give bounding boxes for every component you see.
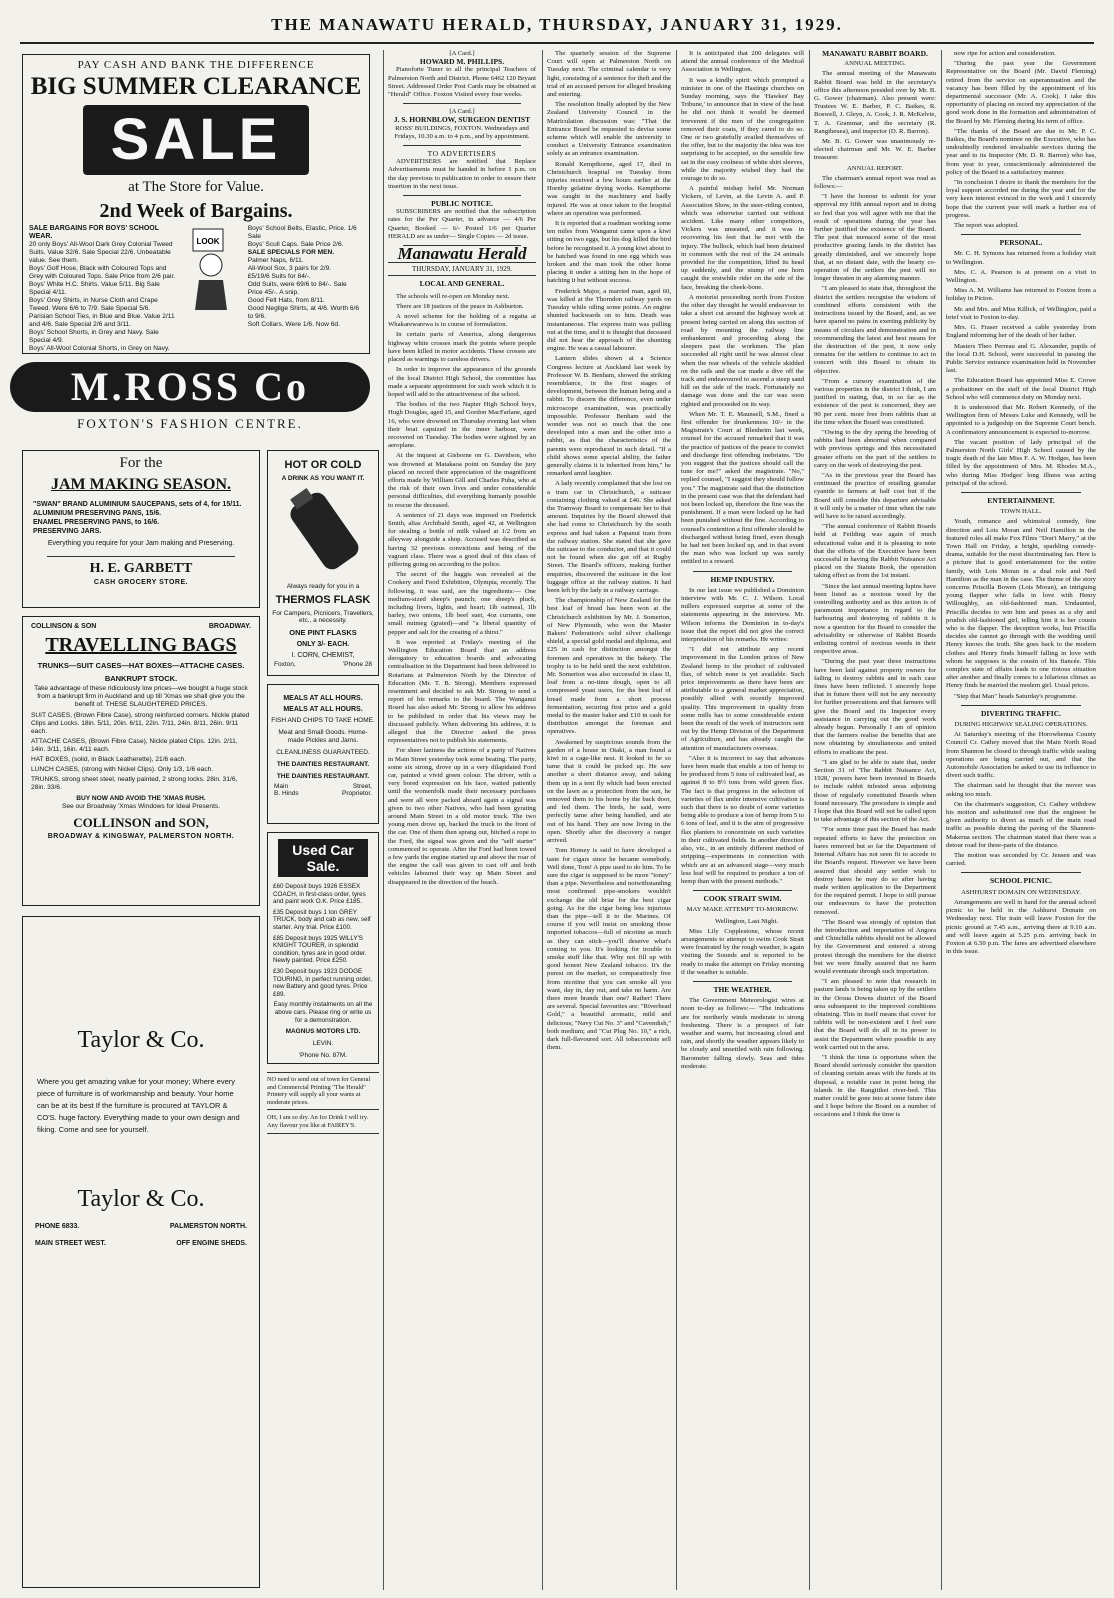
card-label: [A Card.] bbox=[449, 108, 475, 116]
jam-item: ALUMINIUM PRESERVING PANS, 15/6. bbox=[33, 510, 162, 517]
news-paragraph: "Since the last annual meeting lupins have been listed as a noxious weed by the controlling authority and as this action is of paramount importance in regard to the harbouring and destroying of rabbits it is now a question for the Board to consider the advisability or otherwise of Rabbit Boards enlisting control of noxious weeds in their respective areas. bbox=[814, 582, 936, 656]
thermos-flask: THERMOS FLASK bbox=[275, 594, 371, 606]
bags-details bbox=[23, 685, 259, 811]
meals-1: MEALS AT ALL HOURS. bbox=[283, 695, 363, 702]
news-paragraph: "I am pleased to state that, throughout the district the settlers recognise the wisdom of combined efforts consistent with the instructions issued by the Board, and, as we have spared no pains in exerting publicity by means of circulars and demonstration and in recommending the latest and best means for the destruction of the pest, it now only remains for the settlers to continue to act in concert with this Board to obtain its objective. bbox=[814, 285, 936, 375]
look-sign: LOOK bbox=[196, 237, 220, 246]
news-paragraph: "In conclusion I desire to thank the members for the loyal support accorded me during the year and for the very keen interest evinced in the work and I sincerely hope that the current year will mark a further era of progress. bbox=[946, 179, 1096, 219]
taylor-contact bbox=[23, 1215, 259, 1230]
collinson-top-right: BROADWAY. bbox=[208, 623, 251, 630]
news-paragraph: Frederick Major, a married man, aged 60, was killed at the Thorndon railway yards on Tuesday while oiling some points. An engine shunted backwards on to him. Death was instantaneous. The express train was pulling out at the time, and it is thought that deceased did not hear the approach of the shunting engine. He was a casual labourer. bbox=[547, 287, 671, 353]
taylor-heading: Taylor & Co. bbox=[77, 1027, 205, 1053]
taylor-phone: PHONE 6833. bbox=[35, 1223, 80, 1230]
garbett-sub: CASH GROCERY STORE. bbox=[93, 579, 189, 586]
fashion-centre: FOXTON'S FASHION CENTRE. bbox=[77, 416, 303, 431]
only-price: ONLY 3/- EACH. bbox=[296, 641, 350, 648]
annual-report-sub: ANNUAL REPORT. bbox=[846, 164, 904, 172]
phillips-name: HOWARD M. PHILLIPS. bbox=[419, 57, 505, 67]
corn-town: Foxton, bbox=[274, 661, 296, 668]
news-paragraph: There are 18 justices of the peace in Ashburton. bbox=[396, 302, 524, 310]
news-paragraph: It is understood that Mr. Robert Kennedy, of the Wellington firm of Messrs Luke and Kennedy, will be appointed to a judgeship on the Supreme Court bench. A confirmatory announcement is expected to-morrow. bbox=[946, 403, 1096, 436]
picnic-heading: SCHOOL PICNIC. bbox=[989, 876, 1053, 886]
garbett-name: H. E. GARBETT bbox=[89, 561, 193, 576]
news-paragraph: At the inquest at Gisborne on G. Davidson, who was drowned at Matakaoa point on Sunday the jury placed on record their appreciation of the magnificent efforts made by William Gill and Charles Puha, who at the risk of their own lives and under considerable personal difficulties, did everything humanly possible to rescue the deceased. bbox=[388, 452, 536, 509]
dainties-street: Street, bbox=[352, 783, 372, 790]
look-figure bbox=[178, 225, 248, 354]
column-6 bbox=[814, 50, 936, 1590]
small-notices bbox=[267, 1072, 379, 1134]
mens-item: Odd Suits, were 69/6 to 84/-. Sale Price 45/-. A snip. bbox=[247, 281, 347, 296]
news-paragraph: At Saturday's meeting of the Horowhenua County Council Cr. Cathey moved that the Main North Road from Shannon be closed to through traffic while sealing operations are being carried out, and that the Automobile Association be asked to use its influence to divert such traffic. bbox=[946, 731, 1096, 780]
mens-item: All-Wool Sox, 3 pairs for 2/9. bbox=[247, 265, 332, 272]
corn-phone: 'Phone 28 bbox=[342, 661, 372, 668]
fish-chips: FISH AND CHIPS TO TAKE HOME. bbox=[271, 717, 375, 724]
taylor-ad bbox=[22, 916, 260, 1588]
news-paragraph: The vacant position of lady principal of the Palmerston North Girls' High School caused by the tragic death of the late Miss F. A. W. Hodges, has been filled by the appointment of Mrs. M. Rhodes M.A., who during Miss Hodges' long illness was acting principal of the school. bbox=[946, 438, 1096, 487]
news-paragraph: A sentence of 21 days was imposed on Frederick Smith, alias Archibald Smith, aged 42, at Wellington for stealing a bottle of milk valued at 1/2 from an alleyway alongside a shop. Accused was described as having 32 previous convictions and being of the vagrant class. There was a good deal of this class of pilfering going on according to the police. bbox=[388, 511, 536, 568]
column-rule bbox=[941, 50, 942, 1590]
jam-ad bbox=[22, 450, 260, 608]
column-3 bbox=[388, 50, 536, 1590]
fairey-notice: OH, I am so dry. An Ice Drink I will try. Any flavour you like at FAIREY'S. bbox=[267, 1114, 379, 1133]
mens-item: SALE SPECIALS FOR MEN. bbox=[247, 249, 335, 256]
news-paragraph: Mr. B. G. Gower was unanimously re-elected chairman and Mr. W. E. Barber treasurer. bbox=[814, 138, 936, 162]
jam-season: JAM MAKING SEASON. bbox=[50, 476, 231, 493]
news-paragraph: The chairman said he thought that the mover was asking too much. bbox=[946, 782, 1096, 798]
news-paragraph: "The annual conference of Rabbit Boards held at Feilding was again of much educational value and it is pleasing to note that the efforts of the Executive have been successful in having the Rabbit Nuisance Act placed on the Statute Book, the operation taking effect as from the 1st instant. bbox=[814, 523, 936, 580]
dainties-hinds: B. Hinds bbox=[274, 790, 299, 797]
news-paragraph: "I have the honour to submit for your approval my fifth annual report and in doing so feel that you will agree with me that the result of operations during the year has further justified the existence of the Board. The pest that menaced some of the most productive grazing lands in the district has greatly diminished, and we sincerely hope that, at no distant date, with the hearty co-operation of the settlers the pest will no longer threaten in any alarming manner. bbox=[814, 193, 936, 283]
advertisers-text: ADVERTISERS are notified that Replace Advertisements must be handed in before 1 p.m. on the day previous to publication in order to ensure their insertion in the next issue. bbox=[388, 158, 536, 190]
public-notice-heading: PUBLIC NOTICE. bbox=[431, 199, 493, 209]
store-for-value: at The Store for Value. bbox=[128, 179, 264, 195]
diverting-heading: DIVERTING TRAFFIC. bbox=[980, 708, 1062, 718]
public-notice-text: SUBSCRIBERS are notified that the subscription rates for the Per Quarter, in advance — 4/6 Per Quarter, Booked — 6/- Posted 1/6 per Quarter HERALD are as under— Single Copies — 2d issue. bbox=[388, 208, 536, 240]
summer-sale-ad bbox=[22, 54, 370, 354]
news-paragraph: In certain parts of America, along dangerous highway white crosses mark the points where people have been killed in motor accidents. These crosses are placed as warnings to careless drivers. bbox=[388, 331, 536, 364]
news-paragraph: "The Board was strongly of opinion that the introduction and importation of Angora and Chinchilla rabbits should not be allowed by the Government and entered a strong protest through the members for the district but we were finally assured that no harm would eventuate through such importation. bbox=[814, 918, 936, 975]
news-paragraph: The quarterly session of the Supreme Court will open at Palmerston North on Tuesday next. The criminal calendar is very light, consisting of a sentence for theft and the trial of an accused person for alleged breaking and entering. bbox=[547, 50, 671, 99]
jam-item: "SWAN" BRAND ALUMINIUM SAUCEPANS, sets of 4, for 15/11. bbox=[33, 501, 242, 508]
herald-logo: Manawatu Herald bbox=[397, 244, 527, 264]
news-paragraph: "As in the previous year the Board has continued the practice of retailing granular cyanide to farmers at half cost but if the Board still consider this departure advisable it will only be a matter of time when the rate will have to be raised accordingly. bbox=[814, 471, 936, 520]
car-listing: Easy monthly instalments on all the above cars. Please ring or write us for a demonstration. bbox=[273, 1001, 373, 1024]
news-paragraph: "Also it is incorrect to say that advances have been made that enable a ton of hemp to be produced from 5 tons of cultivated leaf, as against 8 to 8½ tons from wild green flax. The fact is that progress in the selection of varieties of flax under intensive cultivation is such that there is no doubt of some varieties being able to produce a ton of hemp from 5 to 6 tons of leaf, and it is the aim of progressive flax planters to concentrate on such varieties in their cultivated fields. In another direction also, viz., in an entirely different method of stripping—experiments in connection with which are at an advanced stage—very much less leaf will be required to produce a ton of hemp than with the present methods." bbox=[681, 754, 804, 885]
boys-item: Parisian School Ties, in Blue and Blue. Value 2/11 and 4/6. Sale Special 2/6 and 3/11. bbox=[29, 313, 175, 328]
mens-list bbox=[248, 225, 363, 354]
dainties-2: THE DAINTIES RESTAURANT. bbox=[276, 773, 370, 780]
boys-item: 20 only Boys' All-Wool Dark Grey Colonial Tweed Suits. Value 32/6. Sale Special 22/6. Unbeatable value. See them. bbox=[29, 241, 173, 264]
personal-heading: PERSONAL. bbox=[999, 238, 1043, 248]
meals-2: MEALS AT ALL HOURS. bbox=[283, 706, 363, 713]
sale-details bbox=[23, 225, 369, 354]
news-paragraph: "For some time past the Board has made repeated efforts to have the protection on hares removed but so far the Department of Internal Affairs has not seen fit to accede to the Board's request. However we have been assured that should any settler wish to destroy hares he may do so after having made written application to the Department for the required permit. I hope to still pursue our endeavours to have the protection removed. bbox=[814, 826, 936, 916]
news-paragraph: "Step that Man" heads Saturday's programme. bbox=[954, 692, 1078, 700]
column-rule bbox=[542, 50, 543, 1590]
column-rule bbox=[676, 50, 677, 1590]
collinson-ad bbox=[22, 616, 260, 906]
news-paragraph: In our last issue we published a Dominion interview with Mr. C. J. Wilson. Local millers expressed surprise at some of the statements appearing in the interview. Mr. Wilson informs the Dominion in to-day's issue that the report did not give the correct interpretation of his remarks. He writes: bbox=[681, 586, 804, 644]
phone-87: 'Phone No. 87M. bbox=[298, 1052, 348, 1060]
always-ready: Always ready for you in a bbox=[286, 583, 360, 590]
news-paragraph: Arrangements are well in hand for the annual school picnic to be held in the Ashhurst Domain on Wednesday next. The train will leave Foxton for the picnic ground at 7.45 a.m., arriving there at 9.10 a.m. and will leave again at 5.25 p.m. arriving back in Foxton at 6.50 p.m. The fares are advertised elsewhere in this issue. bbox=[946, 898, 1096, 956]
herald-date: THURSDAY, JANUARY 31, 1929. bbox=[388, 262, 536, 276]
sale-logo: SALE bbox=[83, 105, 309, 175]
news-paragraph: The Education Board has appointed Miss E. Crowe a probationer on the staff of the local District High School who will commence duty on Monday next. bbox=[946, 377, 1096, 401]
column-5 bbox=[681, 50, 804, 1590]
column-rule bbox=[809, 50, 810, 1590]
news-paragraph: The motion was seconded by Cr. Jensen and was carried. bbox=[946, 852, 1096, 868]
news-paragraph: Miss Lily Copplestone, whose recent arrangements to attempt to swim Cook Strait were frustrated by the rough weather, is again visiting the Sounds and is reported to be ready to make the attempt on Friday morning if the weather is suitable. bbox=[681, 927, 804, 976]
trunks-line: TRUNKS—SUIT CASES—HAT BOXES—ATTACHE CASES. bbox=[37, 661, 245, 670]
news-paragraph: Ronald Kempthorne, aged 17, died in Christchurch hospital on Tuesday from injuries received a few hours earlier at the Hornby gelatine drying works. Kempthorne was caught in the machinery and badly injured. He was at once taken to the hospital where an operation was performed. bbox=[547, 160, 671, 217]
jam-item: ENAMEL PRESERVING PANS, to 16/6. bbox=[33, 519, 160, 526]
drink-line: A DRINK AS YOU WANT IT. bbox=[281, 475, 365, 482]
news-paragraph: The secret of the haggis was revealed at the Cookery and Food Exhibition, Olympia, recently. The following, it was said, are the ingredients:— One medium-sized sheep's paunch; one sheep's pluck, including livers, lights, and heart; 1lb oatmeal, 1lb barley, two onions, 1lb beef suet, 4oz currants, one small nutmeg (grated)—and "a liberal quantity of pepper and salt for the creating of a thirst." bbox=[388, 571, 536, 636]
mens-item: Boys' Scull Caps. Sale Price 2/6. bbox=[247, 241, 344, 248]
advertisers-heading: TO ADVERTISERS bbox=[427, 149, 497, 159]
collinson-big: COLLINSON and SON, bbox=[73, 815, 209, 830]
news-paragraph: "The thanks of the Board are due to Mr. P. C. Baikes, the Board's nominee on the Executive, who has undoubtedly rendered invaluable services during the year and to its Inspector (Mr. D. R. Barron) who has, from year to year, conscientiously administered the policy of the Board in a satisfactory manner. bbox=[946, 127, 1096, 176]
news-paragraph: Masters Theo Perreau and G. Alexander, pupils of the local D.H. School, were successful in passing the Public Service entrance examination held in November last. bbox=[946, 342, 1096, 375]
news-paragraph: "From a cursory examination of the various properties in the district I think, I am justified in stating, that, in so far as the existence of the pest is concerned, they are 90 per cent. more free from rabbits than at the time when the Board was constituted. bbox=[814, 377, 936, 426]
news-paragraph: A motorist proceeding north from Foxton the other day thought he would endeavour to take a short cut around the highway work at present being carried on along this section of road by mounting the railway line embankment and proceeding along the sleepers past the workmen. The plan succeeded all right until he was almost clear when the rear wheels of the vehicle skidded on the rails and the car made a dive off the track and endeavoured to ascend a steep sand hill on the side of the track. Fortunately no damage was done and the car was soon righted and proceeded on its way. bbox=[681, 293, 804, 408]
big-summer-clearance: BIG SUMMER CLEARANCE bbox=[30, 73, 362, 100]
masthead-title: THE MANAWATU HERALD, THURSDAY, JANUARY 31, 1929. bbox=[271, 15, 843, 34]
news-paragraph: The chairman's annual report was read as follows:— bbox=[814, 174, 936, 191]
collinson-top-left: COLLINSON & SON bbox=[31, 623, 97, 630]
windows-line: See our Broadway 'Xmas Windows for Ideal Presents. bbox=[61, 803, 221, 810]
corn-contact bbox=[268, 661, 378, 668]
taylor-text: Where you get amazing value for your money; Where every piece of furniture is of workmanship and beauty. Your home can be at its best If the furniture is procured at TAYLOR & CO'S. huge factory. Everything made to your own design and fiking. Come and see for yourself. bbox=[37, 1077, 240, 1134]
card-label: [A Card.] bbox=[449, 50, 475, 57]
mens-item: Palmer Naps, 6/11. bbox=[247, 257, 304, 264]
meat-text: Meat and Small Goods. Home-made Pickles and Jams. bbox=[278, 729, 368, 744]
news-paragraph: The bodies of the two Napier High School boys, Hugh Douglas, aged 15, and Gordon MacFarlane, aged 16, who were drowned on Thursday evening last when their boat capsized in the inner harbour, were recovered on Tuesday. The bodies were sighted by an aeroplane. bbox=[388, 401, 536, 450]
campers: For Campers, Picnicers, Travellers, etc., a necessity. bbox=[272, 610, 374, 624]
bags-item: HAT BOXES, (solid, in Black Leatherette), 21/6 each. bbox=[31, 756, 187, 763]
car-list bbox=[268, 883, 378, 1024]
boys-item: Boys' White H.C. Shirts. Value 5/11. Big Sale Special 4/11. bbox=[29, 281, 160, 296]
news-paragraph: Youth, romance and whimsical comedy, fine direction and Lois Moran and Neil Hamilton in the featured roles all make Fox Films "Don't Marry," at the Town Hall on Friday, a bright, sparkling comedy-drama, suitable for the most discriminating fan. Here is a picture that is good entertainment for the entire family, with Lois Moran in a dual role and Neil Hamilton as the man in the case. The theme of the story concerns Priscilla Bowen (Lois Moran), an intriguing young flapper who falls in love with Henry Willoughby, an old-fashioned man. Undaunted, Priscilla decides to win him and poses as a shy and prudish old-fashioned girl, telling him it is her cousin who is the flapper. The deception works, but Priscilla decides she cannot go through with the wedding until Henry knows the truth. She goes back to the modern clothes and Henry finds himself falling in love with whom he supposes is the cousin of his fiancée. This complex state of affairs leads to one riotous situation after another and finally comes to a hilarious climax as Henry finds he married the modern girl. Usual prices. bbox=[946, 518, 1096, 690]
clean-line: CLEANLINESS GUARANTEED. bbox=[276, 749, 370, 756]
news-paragraph: now ripe for action and consideration. bbox=[954, 50, 1056, 57]
news-paragraph: Lantern slides shown at a Science Congress lecture at Auckland last week by Professor W. B. Benham, showed the striking resemblance, in the first stages of development, between the human being and a rabbit. To discern the difference, even under microscope examination, was practically impossible. Professor Benham said the wonder was not so much that the one developed into a man and the other into a rabbit, as that the characteristics of the parents were reproduced in such detail. "If a child shows some special ability, the father generally claims it is inherited from him," he remarked amid laughter. bbox=[547, 355, 671, 478]
corn-chemist: I. CORN, CHEMIST, bbox=[291, 652, 355, 659]
news-paragraph: "I think the time is opportune when the Board should seriously consider the question of cleaning certain areas with the funds at its disposal, a notable case in point being the islands in the Rangitikei river-bed. This matter could be gone into at some future date and I hope before the Board on a number of occasions and I think the time is bbox=[814, 1053, 936, 1119]
mens-item: Good Neglige Shirts, at 4/6. Worth 6/6 to 9/6. bbox=[247, 305, 359, 320]
belts-text: Boys' School Belts, Elastic, Price. 1/6 Sale bbox=[247, 225, 357, 240]
travelling-bags: TRAVELLING BAGS bbox=[45, 634, 237, 656]
boys-heading: SALE BARGAINS FOR BOYS' SCHOOL WEAR. bbox=[29, 225, 159, 240]
dainties-1: THE DAINTIES RESTAURANT. bbox=[276, 761, 370, 768]
magnus: MAGNUS MOTORS LTD. bbox=[285, 1028, 361, 1036]
bags-item: LUNCH CASES, (strong with Nickel Clips). Only 1/3, 1/6 each. bbox=[31, 766, 214, 773]
weather-heading: THE WEATHER. bbox=[713, 984, 772, 994]
boys-list bbox=[29, 225, 178, 354]
levin: LEVIN. bbox=[312, 1040, 334, 1048]
dainties-address bbox=[268, 783, 378, 790]
bags-item: TRUNKS, strong sheet steel, neatly painted, 2 strong locks. 28in. 31/6, 28in. 33/6. bbox=[31, 776, 238, 791]
hot-cold: HOT OR COLD bbox=[284, 459, 362, 471]
cook-strait-sub: MAY MAKE ATTEMPT TO-MORROW. bbox=[686, 906, 799, 914]
taylor-city: PALMERSTON NORTH. bbox=[169, 1223, 247, 1230]
news-paragraph: "During the past year three instructions have been laid against property owners for failing to destroy rabbits and in each case fines have been inflicted. I sincerely hope that in future there will not be any necessity for further prosecutions and that farmers will give the Board and its Inspector every assistance in carrying out the good work already begun. Personally I am of opinion that the farmers realise the benefits that are now obtaining by simultaneous and united efforts to eradicate the pest. bbox=[814, 658, 936, 756]
news-paragraph: "During the past year the Government Representative on the Board (Mr. David Fleming) retired from the service on superannuation and the vacancy has been filled by the appointment of his departmental successor (Mr. A. Cook). I take this opportunity of placing on record my appreciation of the good work done in the formation and administration of the Board by Mr. Fleming during his term of office. bbox=[946, 60, 1096, 125]
column-4 bbox=[547, 50, 671, 1590]
taylor-location: OFF ENGINE SHEDS. bbox=[176, 1240, 247, 1247]
news-paragraph: "I am glad to be able to state that, under Section 31 of 'The Rabbit Nuisance Act, 1928,' powers have been invested in Boards to include rabbit infested areas adjoining those of regularly constituted Boards when found necessary. The procedure is simple and I hope that this Board will not be called upon to take advantage of this section of the Act. bbox=[814, 758, 936, 824]
used-car-heading: Used Car Sale. bbox=[278, 839, 368, 877]
hemp-heading: HEMP INDUSTRY. bbox=[710, 574, 775, 584]
bankrupt-line: BANKRUPT STOCK. bbox=[104, 674, 178, 683]
pay-cash-banner: PAY CASH AND BANK THE DIFFERENCE bbox=[77, 59, 315, 71]
masthead bbox=[20, 8, 1094, 44]
news-paragraph: In order to improve the appearance of the grounds of the local District High School, the committee has made a separate appointment for such work which it is hoped will add to the attractiveness of the school. bbox=[388, 366, 536, 398]
rabbit-board-heading: MANAWATU RABBIT BOARD. bbox=[822, 50, 928, 58]
boys-item: Boys' School Shorts, in Grey and Navy. Sale Special 4/9. bbox=[29, 329, 159, 344]
boys-item: Boys' Grey Shirts, in Nurse Cloth and Crape Tweed. Were 6/6 to 7/9. Sale Special 5/6. bbox=[29, 297, 158, 312]
news-paragraph: The Government Meteorologist wires at noon to-day as follows:— "The indications are for northerly winds moderate to strong freshening. There is a prospect of fair weather and warm, but increasing cloud and rain, and shortly the weather appears likely to be cloudy and unsettled with rain following. Barometer falling slowly. Seas and tides moderate. bbox=[681, 997, 804, 1070]
jam-list bbox=[23, 496, 259, 552]
xmas-line: BUY NOW AND AVOID THE 'XMAS RUSH. bbox=[76, 795, 206, 802]
news-paragraph: A novel scheme for the holding of a regatta at Whakarewarewa is in course of formulation. bbox=[388, 313, 536, 329]
hornblow-text: ROSS' BUILDINGS, FOXTON. Wednesdays and Fridays, 10.30 a.m. to 4 p.m., and by appointment. bbox=[394, 124, 530, 140]
jam-item: Everything you require for your Jam making and Preserving. bbox=[47, 540, 235, 547]
news-paragraph: Mr. and Mrs. and Miss Killick, of Wellington, paid a brief visit to Foxton to-day. bbox=[946, 305, 1096, 321]
news-paragraph: It was reported at Friday's meeting of the Wellington Education Board that an address derogatory to education boards and advocating centralisation in the Department had been delivered to Rotarians at Palmerston North by the Director of Education (Mr. T. B. Strong). Members expressed resentment and decided to ask Mr. Strong to send a report of his remarks to the board. The Wanganui Board has also asked Mr. Strong to allow his address to be published in order that his views may be discussed publicly. When delivering his address, it is alleged that the Director asked the press representatives not to publish his statements. bbox=[388, 638, 536, 745]
news-paragraph: "Owing to the dry spring the breeding of rabbits had been abnormal when compared with previous springs and this necessitated greater efforts on the part of the settlers to carry on the work of destroying the pest. bbox=[814, 428, 936, 469]
news-paragraph: On the chairman's suggestion, Cr. Cathey withdrew his motion and substituted one that the engineer be given authority to divert as much of the main road traffic as possible during the paving of the Shannon-Makerua section. The chairman stated that there was a detour road for three-parts of the distance. bbox=[946, 800, 1096, 849]
used-car-ad bbox=[267, 832, 379, 1064]
news-paragraph: Mrs. C. A. Pearson is at present on a visit to Wellington. bbox=[946, 268, 1096, 285]
jam-item: PRESERVING JARS. bbox=[33, 528, 102, 535]
news-paragraph: Mr. C. H. Symons has returned from a holiday visit to Wellington. bbox=[946, 250, 1096, 266]
dainties-proprietor: Proprietor. bbox=[342, 790, 372, 797]
taylor-heading-2: Taylor & Co. bbox=[77, 1186, 205, 1212]
annual-meeting-sub: ANNUAL MEETING. bbox=[844, 60, 906, 68]
hornblow-name: J. S. HORNBLOW, SURGEON DENTIST bbox=[393, 115, 531, 125]
ross-logo: M.ROSS Co bbox=[10, 362, 370, 412]
news-paragraph: Mrs. G. Fraser received a cable yesterday from England informing her of the death of her father. bbox=[946, 324, 1096, 340]
news-paragraph: Tom Homey is said to have developed a taste for cigars since he became somebody. Well done, Tom! A pipe used to do him. To be sure the cigar is supposed to be more "toney" than a pipe. Nevertheless and notwithstanding most confirmed pipe-smokers wouldn't exchange the old briar for the best cigar going. As for the cigar being less injurious than the pipe—tell it to the Marines. Of course if you will insist on smoking those imported tobaccos—full of nicotine as much as they can stick—you'll deserve what's coming to you. It's looking for trouble to smoke stuff like that. Why not fill up with good honest New Zealand tobacco. It's the purest on the market, so comparatively free from nicotine that you can smoke all you want, day in, day out, and take no harm. Are there more brands than one? Rather! There are several. Special favourites are: "Riverhead Gold," a beautiful aromatic, mild and delicious; "Navy Cut No. 3" and "Cavendish," both medium; and "Cut Plug No. 10," a rich, dark full-flavoured sort. All tobacconists sell them. bbox=[547, 847, 671, 1052]
boys-item: Boys' Golf Hose, Black with Coloured Tops and Grey with Coloured Tops. Sale Price from 2/6 pair. bbox=[29, 265, 176, 280]
dainties-ad bbox=[267, 684, 379, 824]
news-paragraph: The championship of New Zealand for the best loaf of bread has been won at the Christchurch exhibition by Mr. J. Somerton, of New Plymouth, who won the Master Bakers' Federation's solid silver challenge shield, a special gold medal and diploma, and £25 in cash for distinction amongst the foremen and operatives in the bakery. The trophy is to be held until the next exhibition. Mr. Somerton was also successful in class II, loaf from a no-time dough, open to all compressed yeast users, for the best loaf of bread made from a short process fermentation, securing first prize and a gold medal to the master baker and £10 in cash for distribution amongst the foreman and operatives. bbox=[547, 597, 671, 736]
town-hall-sub: TOWN HALL. bbox=[1000, 508, 1042, 516]
taylor-street: MAIN STREET WEST. bbox=[35, 1240, 106, 1247]
dainties-main: Main bbox=[274, 783, 289, 790]
boy-figure-illustration bbox=[181, 225, 245, 315]
news-paragraph: "I am pleased to note that research in pasture lands is being taken up by the settlers in the Oroua Downs district of the Board area subsequent to the improved conditions obtaining. This in itself means that cover for rabbits will be non-existent and I feel sure that the Board will do all in its power to assist the Department where possible in any work carried out in the area. bbox=[814, 978, 936, 1051]
local-general-heading: LOCAL AND GENERAL. bbox=[419, 279, 505, 289]
bags-intro: Take advantage of these ridiculously low prices—we bought a huge stock from a bankrupt firm in Auckland and up till 'Xmas we shall give you the benefit of. THESE SLAUGHTERED PRICES. bbox=[34, 685, 248, 708]
column-7 bbox=[946, 50, 1096, 1590]
news-paragraph: For sheer laziness the actions of a party of Natives in Main Street yesterday took some beating. The party, some six strong, drove up in a very dilapidated Ford car, painted a vivid green colour. The driver, with a very bored expression on his face, waited patiently until the womenfolk made their necessary purchases and were all were packed aboard again a signal was given to two other Natives, who had been gyrating around Main Street in a old motor truck. The two young men drove up, backed the truck to the front of the car. One of them then sprang out, hitched a rope to the Ford, the signal was given and the "self starter" commenced to operate. After the Ford had been towed a few yards the engine started up and above the roar of the engine the call was given to cast off and both vehicles laboured their way up Main Street and disappeared in the direction of the beach. bbox=[388, 747, 536, 886]
bags-item: SUIT CASES, (Brown Fibre Case), strong reinforced corners. Nickle plated Clips and Locks. 18in. 5/11, 20in. 6/11, 22in. 7/11, 24in. 8/11, 26in. 9/11 each. bbox=[31, 712, 250, 735]
mens-item: Soft Collars. Were 1/6. Now 6d. bbox=[247, 321, 340, 328]
news-paragraph: The annual meeting of the Manawatu Rabbit Board was held in the secretary's office this afternoon presided over by Mr. B. G. Gower (chairman). Also present were: Trustees W. E. Barber, P. C. Baikes, R. Boswell, J. Gleyn, A. Cook, J. R. McKelvie, T. A. Grammar, and the secretary (R. Rangiheuea), and inspector (D. R. Barron). bbox=[814, 70, 936, 135]
thermos-flask-icon bbox=[268, 484, 378, 574]
car-listing: £85 Deposit buys 1925 WILLY'S KNIGHT TOURER, in splendid condition, tyres are in good order. Newly painted. Price £250. bbox=[273, 934, 367, 965]
phillips-text: Pianoforte Tuner to all the principal Teachers of Palmerston North and District. Phone 6462 120 Bryant Street. Addressed Order Post Cards may be obtained at "Herald" Office. Foxton Visited every four weeks. bbox=[388, 66, 536, 99]
news-paragraph: Wellington, Last Night. bbox=[715, 917, 778, 925]
car-listing: £60 Deposit buys 1926 ESSEX COACH, in first-class order, tyres and paint work O.K. Price £185. bbox=[273, 883, 366, 906]
boys-item: Boys' All-Wool Colonial Shorts, in Grey on Navy. bbox=[29, 345, 170, 352]
dainties-owner bbox=[268, 790, 378, 797]
second-week: 2nd Week of Bargains. bbox=[99, 200, 293, 222]
thermos-ad bbox=[267, 450, 379, 676]
mens-item: £5/19/6 Suits for 84/-. bbox=[247, 273, 311, 280]
news-paragraph: It is reported that a roadman working some ten miles from Wanganui came upon a kiwi sitting on two eggs, but his dog killed the bird before he recognised it. A young kiwi about to be hatched was found in one egg which was broken and the man took the other home placing it under a sitting hen in the hope of hatching it but without success. bbox=[547, 220, 671, 285]
collinson-top bbox=[23, 617, 259, 630]
printing-notice: NO need to send out of town for General and Commercial Printing "The Herald" Printery will supply all your wants at moderate prices. bbox=[267, 1072, 379, 1110]
picnic-sub: ASHHURST DOMAIN ON WEDNESDAY. bbox=[961, 888, 1081, 896]
news-paragraph: The schools will re-open on Monday next. bbox=[396, 292, 510, 300]
news-paragraph: A lady recently complained that she lost on a tram car in Christchurch, a suitcase containing clothing valued at £46. She asked the Tramway Board to compensate her to that amount. Inquiries by the Board showed that she had come to Christchurch by the south express and had taken a Papanui tram from the railway station. She stated that she gave the suitcase to the conductor, and that it could not be found when she got off at Rugby Street. The Board's officers, making further enquiries, discovered the suitcase in the lost luggage office at the railway station. It had been left by the lady in a railway carriage. bbox=[547, 480, 671, 594]
news-paragraph: Miss A. M. Williams has returned to Foxton from a holiday in Picton. bbox=[946, 287, 1096, 303]
news-paragraph: It is anticipated that 200 delegates will attend the annual conference of the Medical Association in Wellington. bbox=[681, 50, 804, 74]
entertainment-heading: ENTERTAINMENT. bbox=[987, 495, 1055, 505]
cook-strait-heading: COOK STRAIT SWIM. bbox=[703, 894, 782, 904]
car-listing: £35 Deposit buys 1 ton GREY TRUCK, body and cab as new, self starter. Any trial. Price £100. bbox=[273, 908, 371, 931]
bags-item: ATTACHE CASES, (Brown Fibre Case), Nickle plated Clips. 12in. 2/11, 14in. 3/11, 16in. 4/11 each. bbox=[31, 738, 238, 753]
news-paragraph: Awakened by suspicious sounds from the garden of a house in Otaki, a man found a kiwi in a cage-like nest. It looked to be so tame that it could be picked up. He saw another a short distance away, and taking them up in a tent fly which had been erected on the lawn as a protection from the sun, he removed them to his home by the back door, and fed them. The birds, he said, were perfectly tame after being handled, and ate out of his hand. They are now living in the open. Shortly after the discovery a ranger arrived. bbox=[547, 738, 671, 845]
news-paragraph: When Mr. T. E. Maunsell, S.M., fined a first offender for drunkenness 10/- in the Magistrate's Court at Blenheim last week, counsel for the accused remarked that it was the practice of justices of the peace to convict and discharge first offending inebriates. "Do you suggest that the justices should call the tune for me?" asked the magistrate. "No," replied counsel, "I suggest they should follow you." The magistrate said that the distinction in the present case was that the defendant had not been locked up, therefore the fine was the punishment. If a man were locked up he had been punished without the fine. According to counsel's contention a first offender should be discharged without being fined, even though he had not been locked up, and in that event the man who was locked up was surely entitled to a reward. bbox=[681, 410, 804, 566]
mens-item: Good Felt Hats, from 8/11. bbox=[247, 297, 325, 304]
diverting-sub: DURING HIGHWAY SEALING OPERATIONS. bbox=[954, 721, 1088, 729]
news-paragraph: "I did not attribute any recent improvement in the London prices of New Zealand hemp to the product of cultivated flax, of which none is yet available. Such price improvements as there have been are attributable to a general market appreciation, possibly allied with recently improved quality. This improvement in quality from some mills has to some considerable extent been the result of the work of instructors sent out by the Hemp Division of the Department of Agriculture, and has already caught the attention of manufacturers overseas. bbox=[681, 646, 804, 752]
collinson-addr: BROADWAY & KINGSWAY, PALMERSTON NORTH. bbox=[47, 833, 235, 840]
car-listing: £30 Deposit buys 1923 DODGE TOURING, in perfect running order, new Battery and good tyres. Price £89. bbox=[273, 967, 372, 998]
one-pint: ONE PINT FLASKS bbox=[289, 628, 357, 637]
news-paragraph: The report was adopted. bbox=[954, 222, 1019, 230]
jam-for: For the bbox=[119, 455, 163, 471]
ross-ad bbox=[10, 362, 370, 440]
taylor-address bbox=[23, 1230, 259, 1247]
column-rule bbox=[383, 50, 384, 1590]
news-paragraph: It was a kindly spirit which prompted a minister in one of the Hastings churches on Sunday morning, says the 'Hawkes' Bay Tribune,' to announce that in view of the heat he did not think it would be deemed irreverent if the men of the congregation removed their coats, if they cared to do so. One or two gratefully availed themselves of the offer, but to the majority the idea was too surprising to be accepted, so the sensible few sat in the easy coolness of white shirt sleeves, while the majority wished they had the courage to do so. bbox=[681, 76, 804, 183]
news-paragraph: A painful mishap befel Mr. Norman Vickers, of Levin, at the Levin A. and P. Association Show, in the steer-riding contest, which was otherwise carried out without accident. Like many other competitors, Vickers was unseated, and it was in recovering his feet that he met with the injury. The bullock, which had been detained in common with the rest of the 24 animals provided for the competition, lifted its head up suddenly, and the stump of one horn caught the erstwhile rider on the side of the face, breaking the cheek-bone. bbox=[681, 185, 804, 291]
news-paragraph: The resolution finally adopted by the New Zealand University Council in the Matriculation discussion was: "That the Entrance Board be requested to devise some scheme which will enable the university to conduct a University Entrance examination solely as an entrance examination. bbox=[547, 101, 671, 158]
